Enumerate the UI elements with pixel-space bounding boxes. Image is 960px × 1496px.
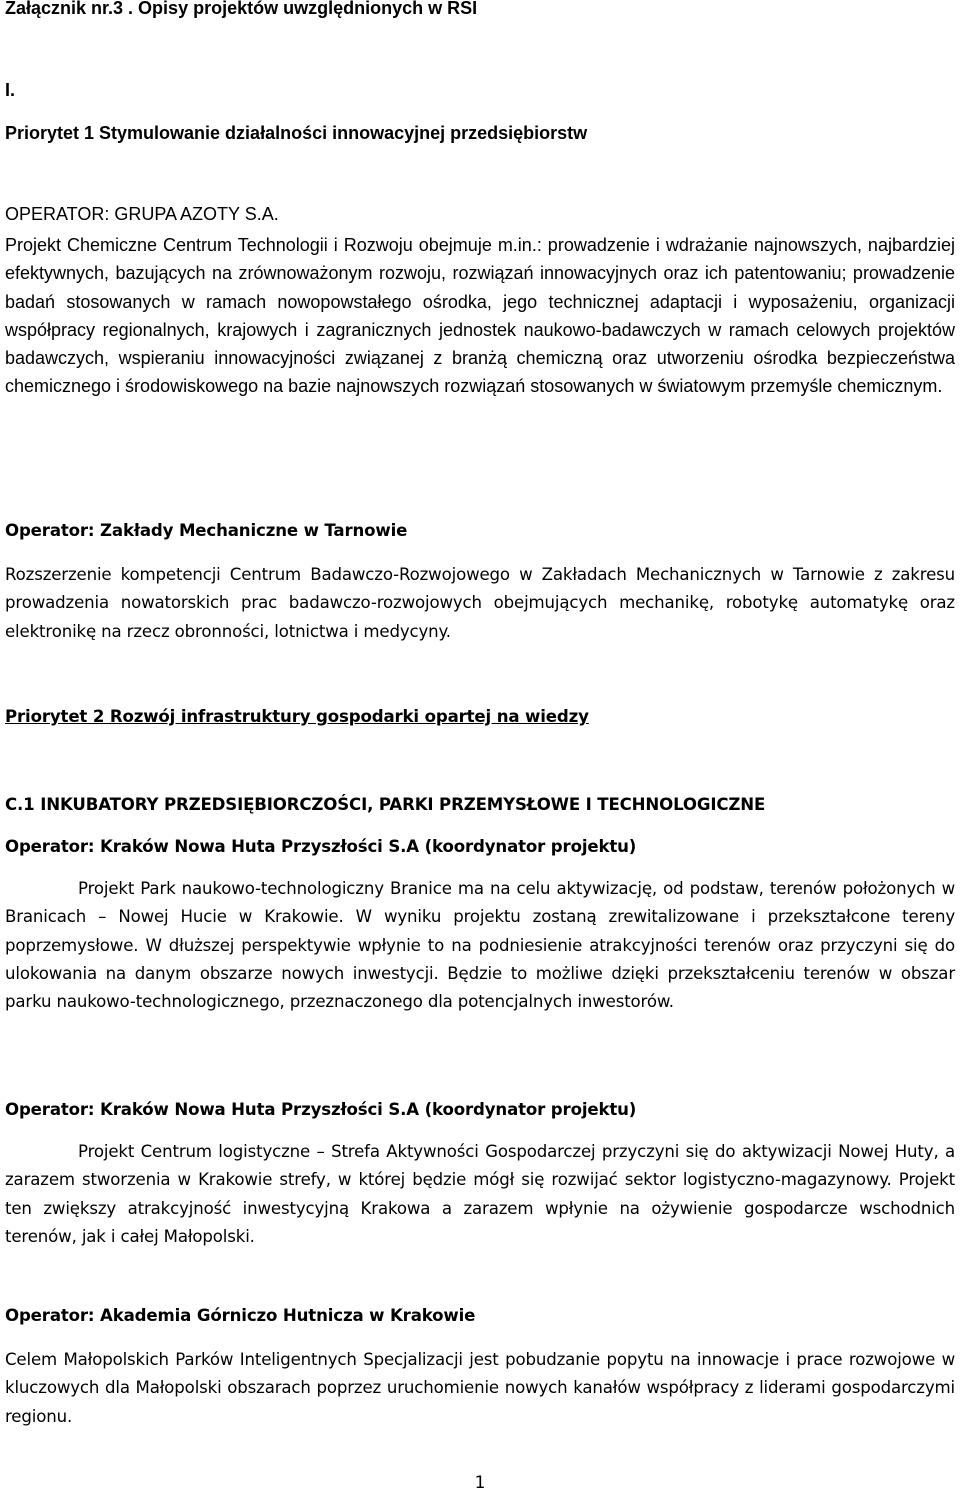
subsection-c1-heading: C.1 INKUBATORY PRZEDSIĘBIORCZOŚCI, PARKI PRZEMYSŁOWE I TECHNOLOGICZNE — [5, 795, 766, 814]
operator-knhp-heading-2: Operator: Kraków Nowa Huta Przyszłości S.A (koordynator projektu) — [5, 1100, 637, 1119]
operator-zmt-paragraph: Rozszerzenie kompetencji Centrum Badawczo-Rozwojowego w Zakładach Mechanicznych w Tarnowie z zakresu prowadzenia nowatorskich prac badawczo-rozwojowych obejmujących mechanikę, robotykę automatykę oraz elektronikę na rzecz obronności, lotnictwa i medycyny. — [5, 565, 955, 641]
page-number: 1 — [474, 1473, 486, 1493]
document-title: Załącznik nr.3 . Opisy projektów uwzględnionych w RSI — [5, 0, 478, 18]
operator-azoty-heading: OPERATOR: GRUPA AZOTY S.A. — [5, 204, 279, 224]
operator-agh-paragraph: Celem Małopolskich Parków Inteligentnych Specjalizacji jest pobudzanie popytu na innowacje i prace rozwojowe w kluczowych dla Małopolski obszarach poprzez uruchomienie nowych kanałów współpracy z liderami gospodarczymi regionu. — [5, 1350, 955, 1426]
section-number: I. — [5, 80, 16, 100]
operator-knhp-paragraph-1: Projekt Park naukowo-technologiczny Branice ma na celu aktywizację, od podstaw, terenów położonych w Branicach – Nowej Hucie w Krakowie. W wyniku projektu zostaną zrewitalizowane i przekształcone tereny poprzemysłowe. W dłuższej perspektywie wpłynie to na podniesienie atrakcyjności terenów oraz przyczyni się do ulokowania na danym obszarze nowych inwestycji. Będzie to możliwe dzięki przekształceniu terenów w obszar parku naukowo-technologicznego, przeznaczonego dla potencjalnych inwestorów. — [5, 879, 955, 1012]
operator-knhp-heading-1: Operator: Kraków Nowa Huta Przyszłości S.A (koordynator projektu) — [5, 837, 637, 856]
operator-agh-heading: Operator: Akademia Górniczo Hutnicza w Krakowie — [5, 1306, 476, 1325]
operator-knhp-paragraph-2: Projekt Centrum logistyczne – Strefa Aktywności Gospodarczej przyczyni się do aktywizacji Nowej Huty, a zarazem stworzenia w Krakowie strefy, w której będzie mógł się rozwijać sektor logistyczno-magazynowy. Projekt ten zwiększy atrakcyjność inwestycyjną Krakowa a zarazem wpłynie na ożywienie gospodarcze wschodnich terenów, jak i całej Małopolski. — [5, 1142, 955, 1246]
operator-azoty-paragraph: Projekt Chemiczne Centrum Technologii i Rozwoju obejmuje m.in.: prowadzenie i wdrażanie najnowszych, najbardziej efektywnych, bazujących na zrównoważonym rozwoju, rozwiązań innowacyjnych oraz ich patentowaniu; prowadzenie badań stosowanych w ramach nowopowstałego ośrodka, jego technicznej adaptacji i wyposażeniu, organizacji współpracy regionalnych, krajowych i zagranicznych jednostek naukowo-badawczych w ramach celowych projektów badawczych, wspieraniu innowacyjności związanej z branżą chemiczną oraz utworzeniu ośrodka bezpieczeństwa chemicznego i środowiskowego na bazie najnowszych rozwiązań stosowanych w światowym przemyśle chemicznym. — [5, 235, 955, 397]
priority-1-heading: Priorytet 1 Stymulowanie działalności innowacyjnej przedsiębiorstw — [5, 123, 588, 143]
operator-zmt-heading: Operator: Zakłady Mechaniczne w Tarnowie — [5, 521, 408, 540]
priority-2-heading: Priorytet 2 Rozwój infrastruktury gospodarki opartej na wiedzy — [5, 707, 589, 726]
